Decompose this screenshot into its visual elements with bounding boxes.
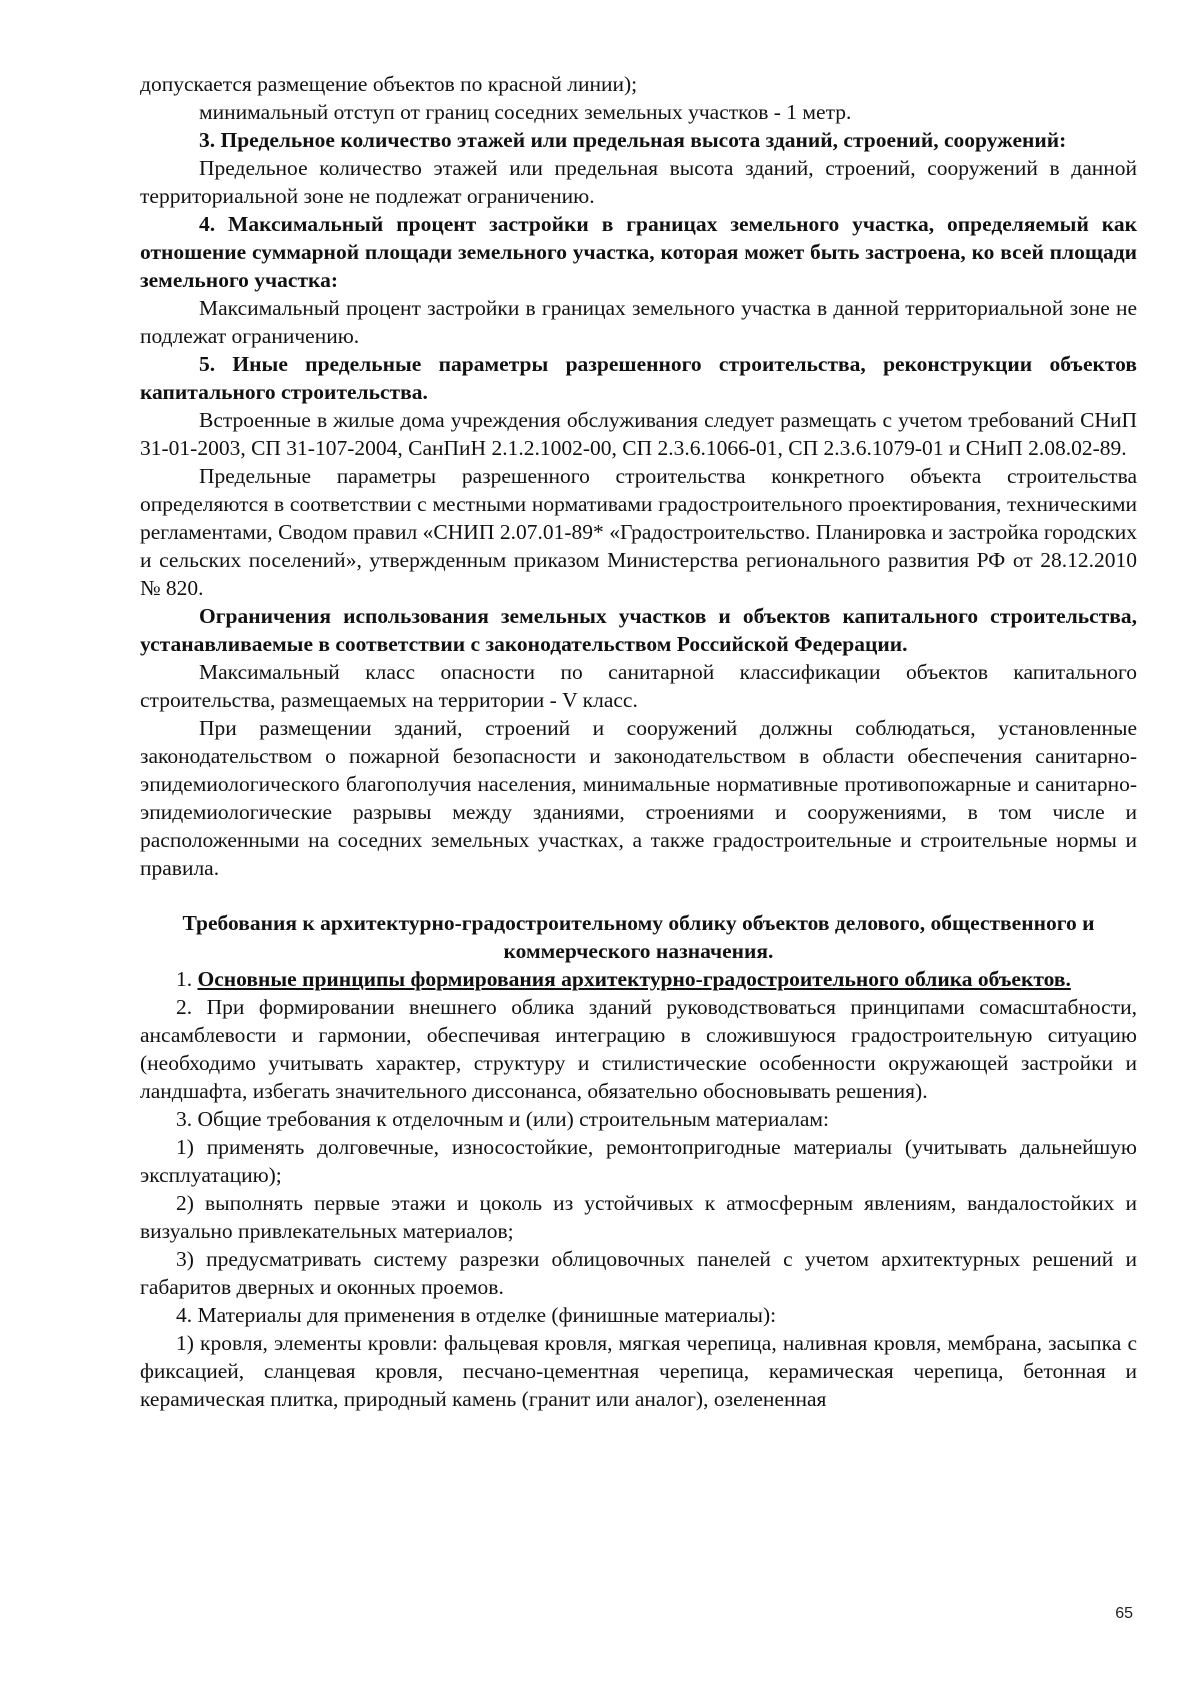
section-title-architecture: Требования к архитектурно-градостроительному облику объектов делового, общественного и коммерческого назначения. [182,911,1095,963]
paragraph-ground-floors: 2) выполнять первые этажи и цоколь из устойчивых к атмосферным явлениям, вандалостойких и визуально привлекательных материалов; [140,1191,1137,1243]
paragraph-durable-materials: 1) применять долговечные, износостойкие, ремонтопригодные материалы (учитывать дальнейшую эксплуатацию); [140,1135,1137,1187]
heading-restrictions: Ограничения использования земельных участков и объектов капитального строительства, устанавливаемые в соответствии с законодательством Российской Федерации. [140,604,1137,656]
paragraph-limit-params: Предельные параметры разрешенного строительства конкретного объекта строительства определяются в соответствии с местными нормативами градостроительного проектирования, техническими регламентами, Сводом правил «СНИП 2.07.01-89* «Градостроительство. Планировка и застройка городских и сельских поселений», утвержденным приказом Министерства регионального развития РФ от 28.12.2010 № 820. [140,464,1137,600]
paragraph-red-line: допускается размещение объектов по красной линии); [140,72,638,96]
paragraph-fire-safety: При размещении зданий, строений и сооружений должны соблюдаться, установленные законодательством о пожарной безопасности и законодательством в области обеспечения санитарно-эпидемиологического благополучия населения, минимальные нормативные противопожарные и санитарно-эпидемиологические разрывы между зданиями, строениями и сооружениями, в том числе и расположенными на соседних земельных участках, а также градостроительные и строительные нормы и правила. [140,716,1137,880]
paragraph-facade-principles: 2. При формировании внешнего облика зданий руководствоваться принципами сомасштабности, ансамблевости и гармонии, обеспечивая интеграцию в сложившуюся градостроительную ситуацию (необходимо учитывать характер, структуру и стилистические особенности окружающей застройки и ландшафта, избегать значительного диссонанса, обязательно обосновывать решения). [140,995,1137,1103]
paragraph-panel-layout: 3) предусматривать систему разрезки облицовочных панелей с учетом архитектурных решений и габаритов дверных и оконных проемов. [140,1247,1137,1299]
heading-floors-limit: 3. Предельное количество этажей или предельная высота зданий, строений, сооружений: [199,128,1067,152]
paragraph-min-setback: минимальный отступ от границ соседних земельных участков - 1 метр. [199,100,852,124]
document-page [140,70,1137,1413]
paragraph-principles-heading [140,965,1137,993]
heading-other-params: 5. Иные предельные параметры разрешенного строительства, реконструкции объектов капитального строительства. [140,352,1137,404]
paragraph-finish-materials: 4. Материалы для применения в отделке (финишные материалы): [176,1303,777,1327]
heading-build-percent: 4. Максимальный процент застройки в границах земельного участка, определяемый как отношение суммарной площади земельного участка, которая может быть застроена, ко всей площади земельного участка: [140,212,1137,292]
paragraph-floors-limit: Предельное количество этажей или предельная высота зданий, строений, сооружений в данной территориальной зоне не подлежат ограничению. [140,156,1137,208]
page-number: 65 [1115,1605,1133,1622]
paragraph-built-in-services: Встроенные в жилые дома учреждения обслуживания следует размещать с учетом требований СНиП 31-01-2003, СП 31-107-2004, СанПиН 2.1.2.1002-00, СП 2.3.6.1066-01, СП 2.3.6.1079-01 и СНиП 2.08.02-89. [140,408,1137,460]
paragraph-hazard-class: Максимальный класс опасности по санитарной классификации объектов капитального строительства, размещаемых на территории - V класс. [140,660,1137,712]
paragraph-material-requirements: 3. Общие требования к отделочным и (или) строительным материалам: [176,1107,829,1131]
principles-heading-text: Основные принципы формирования архитектурно-градостроительного облика объектов. [197,967,1071,991]
spacer [140,882,1137,909]
paragraph-roofing: 1) кровля, элементы кровли: фальцевая кровля, мягкая черепица, наливная кровля, мембрана, засыпка с фиксацией, сланцевая кровля, песчано-цементная черепица, керамическая черепица, бетонная и керамическая плитка, природный камень (гранит или аналог), озелененная [140,1331,1137,1411]
paragraph-build-percent: Максимальный процент застройки в границах земельного участка в данной территориальной зоне не подлежат ограничению. [140,296,1137,348]
list-number: 1. [176,967,193,991]
